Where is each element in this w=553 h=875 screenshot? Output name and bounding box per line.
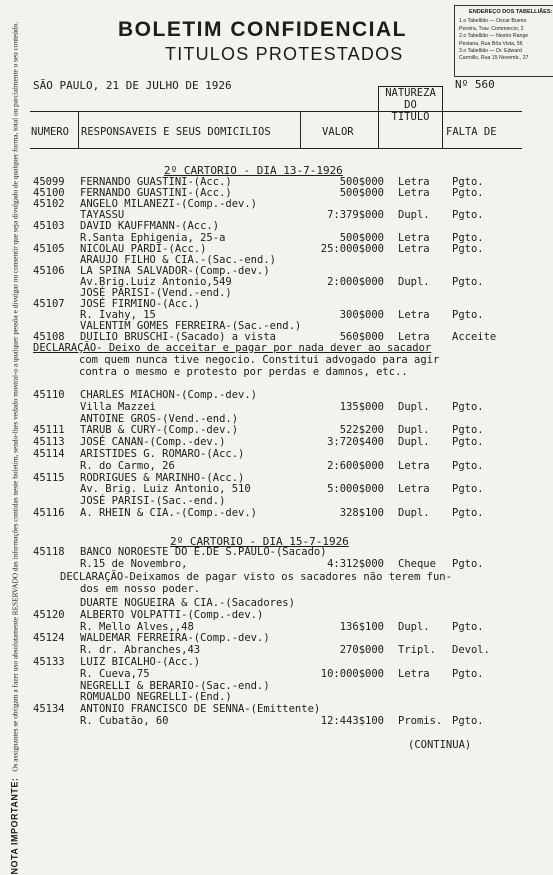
column-valor: VALOR	[322, 126, 354, 138]
row-number: 45118	[33, 546, 65, 558]
row-value: 500$000	[339, 187, 384, 200]
row-name: ANTONIO FRANCISCO DE SENNA-(Emittente)	[80, 703, 321, 716]
row-reason: Pgto.	[452, 275, 484, 288]
table-row	[30, 704, 550, 715]
table-row	[30, 559, 550, 570]
row-value: 10:000$000	[320, 667, 384, 680]
row-reason: Pgto.	[452, 242, 484, 255]
row-reason: Pgto.	[452, 715, 484, 727]
table-row	[30, 610, 550, 621]
column-responsaveis: RESPONSAVEIS E SEUS DOMICILIOS	[81, 126, 271, 138]
table-row	[30, 657, 550, 668]
row-number: 45105	[33, 242, 65, 255]
row-nature: Cheque	[398, 558, 436, 570]
table-row	[30, 622, 550, 633]
row-name: A. RHEIN & CIA.-(Comp.-dev.)	[80, 507, 258, 519]
section-title: 2º CARTORIO - DIA 15-7-1926	[170, 535, 349, 548]
column-divider	[442, 86, 443, 149]
notary-line: 2.o Tabellião — Nestor Range	[459, 33, 529, 40]
table-row	[30, 547, 550, 558]
row-nature: Letra	[398, 231, 430, 244]
table-row	[30, 402, 550, 413]
table-row	[30, 425, 550, 436]
row-name: ALBERTO VOLPATTI-(Comp.-dev.)	[80, 608, 264, 621]
row-name: DUILIO BRUSCHI-(Sacado) a vista	[80, 331, 276, 344]
notary-line: 3.o Tabellião — Dr. Edward	[459, 48, 522, 55]
row-value: 560$000	[339, 331, 384, 344]
row-number: 45120	[33, 608, 65, 621]
side-notice-text: Os assignantes se obrigam a fazer uso absolutamente RESERVADO das informações contidas neste boletim, sendo-lhes vedado mostral-o a qualquer pessôa e divulgar ou consentir que seja divulgado de qualquer forma, total ou parcialmente o seu conteúdo.	[10, 21, 20, 772]
row-number: 45103	[33, 220, 65, 233]
row-number: 45113	[33, 436, 65, 449]
row-name: ANTOINE GROS-(Vend.-end.)	[80, 412, 239, 425]
row-number: 45116	[33, 507, 65, 519]
table-row	[30, 244, 550, 255]
row-name: JOSÉ PARISI-(Sac.-end.)	[80, 495, 226, 508]
header-top-rule	[30, 111, 522, 112]
row-number: 45106	[33, 264, 65, 277]
row-nature: Letra	[398, 242, 430, 255]
notary-line: Pereira, Trav. Commercio, 2	[459, 25, 524, 32]
row-value: 135$000	[339, 400, 384, 413]
row-name: R. Cueva,75	[80, 667, 150, 680]
row-name: R. do Carmo, 26	[80, 459, 175, 472]
row-name: CHARLES MIACHON-(Comp.-dev.)	[80, 389, 258, 401]
notary-line: 1.o Tabellião — Oscar Bueno	[459, 18, 527, 25]
row-reason: Devol.	[452, 644, 490, 657]
row-name: R.Santa Ephigenia, 25-a	[80, 231, 226, 244]
row-nature: Letra	[398, 331, 430, 344]
row-name: JOSÉ PARISI-(Vend.-end.)	[80, 287, 232, 299]
row-name: Villa Mazzei	[80, 400, 156, 413]
row-value: 500$000	[339, 176, 384, 188]
row-number: 45110	[33, 389, 65, 401]
bulletin-title: BOLETIM CONFIDENCIAL	[118, 18, 407, 41]
row-nature: Dupl.	[398, 620, 430, 633]
row-name: ARISTIDES G. ROMARO-(Acc.)	[80, 448, 245, 460]
notary-line: Carmillo, Rua 15 Novemb., 27	[459, 55, 529, 62]
row-name: LA SPINA SALVADOR-(Comp.-dev.)	[80, 264, 270, 277]
row-name: FERNANDO GUASTINI-(Acc.)	[80, 187, 232, 200]
row-value: 2:600$000	[327, 459, 384, 472]
row-value: 25:000$000	[320, 242, 384, 255]
declaration-line-text: DECLARAÇÃO- Deixo de acceitar e pagar por nada dever ao sacador	[33, 342, 432, 354]
row-number: 45102	[33, 198, 65, 211]
row-number: 45108	[33, 331, 65, 344]
bulletin-date: SÃO PAULO, 21 DE JULHO DE 1926	[33, 79, 232, 92]
row-name: JOSÉ FIRMINO-(Acc.)	[80, 298, 201, 311]
row-nature: Dupl.	[398, 424, 430, 437]
row-nature: Tripl.	[398, 644, 436, 657]
row-reason: Pgto.	[452, 620, 484, 633]
row-name: DAVID KAUFFMANN-(Acc.)	[80, 220, 220, 233]
column-divider	[78, 111, 79, 149]
row-reason: Pgto.	[452, 558, 484, 570]
row-name: NEGRELLI & BERARIO-(Sac.-end.)	[80, 679, 270, 692]
row-name: TARUB & CURY-(Comp.-dev.)	[80, 424, 239, 437]
table-row	[30, 496, 550, 507]
row-reason: Pgto.	[452, 209, 484, 222]
row-number: 45114	[33, 448, 65, 460]
table-row	[30, 461, 550, 472]
section-title: 2º CARTORIO - DIA 13-7-1926	[164, 164, 343, 177]
table-row	[30, 716, 550, 727]
notary-heading: ENDEREÇO DOS TABELLIÃES:	[469, 9, 553, 15]
row-value: 136$100	[339, 620, 384, 633]
row-nature: Letra	[398, 483, 430, 496]
row-name: VALENTIM GOMES FERREIRA-(Sac.-end.)	[80, 320, 302, 333]
row-number: 45107	[33, 298, 65, 311]
table-row	[30, 437, 550, 448]
row-reason: Acceite	[452, 331, 497, 344]
row-number: 45124	[33, 632, 65, 645]
row-number: 45100	[33, 187, 65, 200]
column-falta: FALTA DE	[446, 126, 497, 138]
row-nature: Letra	[398, 667, 430, 680]
column-natureza-titulo: TITULO	[391, 111, 430, 123]
row-value: 5:000$000	[327, 483, 384, 496]
row-reason: Pgto.	[452, 176, 484, 188]
row-nature: Dupl.	[398, 436, 430, 449]
column-natureza: NATUREZA	[385, 87, 436, 99]
table-row	[30, 692, 550, 703]
row-value: 3:720$400	[327, 436, 384, 449]
row-number: 45111	[33, 424, 65, 437]
row-name: R. dr. Abranches,43	[80, 644, 201, 657]
table-row	[30, 390, 550, 401]
declaration-line	[33, 343, 431, 354]
row-name: Av.Brig.Luiz Antonio,549	[80, 275, 232, 288]
row-name: R. Mello Alves,,48	[80, 620, 194, 633]
row-name: LUIZ BICALHO-(Acc.)	[80, 656, 201, 668]
row-number: 45099	[33, 176, 65, 188]
table-row	[30, 645, 550, 656]
row-value: 12:443$100	[320, 715, 384, 727]
table-row	[30, 508, 550, 519]
row-name: NICOLAU PARDI-(Acc.)	[80, 242, 207, 255]
row-name: WALDEMAR FERREIRA-(Comp.-dev.)	[80, 632, 270, 645]
row-name: R. Cubatão, 60	[80, 715, 169, 727]
row-name: JOSÉ CANAN-(Comp.-dev.)	[80, 436, 226, 449]
header-bottom-rule	[30, 148, 522, 149]
row-reason: Pgto.	[452, 400, 484, 413]
row-nature: Letra	[398, 187, 430, 200]
table-row	[30, 669, 550, 680]
table-row	[30, 598, 550, 609]
row-reason: Pgto.	[452, 436, 484, 449]
declaration-line: contra o mesmo e protesto por perdas e damnos, etc..	[79, 366, 408, 378]
declaration-line: com quem nunca tive negocio. Constitui advogado para agir	[79, 354, 440, 366]
table-row	[30, 681, 550, 692]
row-value: 300$000	[339, 309, 384, 322]
row-number: 45133	[33, 656, 65, 668]
side-notice	[9, 21, 20, 875]
notary-line: Pestana, Rua Bôa Vista, 56	[459, 40, 523, 47]
table-row	[30, 449, 550, 460]
row-nature: Dupl.	[398, 400, 430, 413]
row-name: Av. Brig. Luiz Antonio, 510	[80, 483, 251, 496]
row-name: ROMUALDO NEGRELLI-(End.)	[80, 691, 232, 704]
side-notice-label: NOTA IMPORTANTE:	[9, 777, 20, 875]
table-row	[30, 473, 550, 484]
row-name: ANGELO MILANEZI-(Comp.-dev.)	[80, 198, 258, 211]
row-nature: Letra	[398, 459, 430, 472]
row-reason: Pgto.	[452, 667, 484, 680]
declaration-line: DECLARAÇÃO-Deixamos de pagar visto os sacadores não terem fun-	[60, 571, 452, 583]
row-value: 270$000	[339, 644, 384, 657]
bulletin-number: Nº 560	[455, 78, 495, 91]
row-name: FERNANDO GUASTINI-(Acc.)	[80, 176, 232, 188]
row-reason: Pgto.	[452, 187, 484, 200]
notary-addresses-box	[454, 5, 553, 77]
table-row	[30, 484, 550, 495]
row-name: RODRIGUES & MARINHO-(Acc.)	[80, 471, 245, 484]
row-reason: Pgto.	[452, 507, 484, 519]
table-row	[30, 414, 550, 425]
row-nature: Dupl.	[398, 507, 430, 519]
row-nature: Letra	[398, 176, 430, 188]
row-name: DUARTE NOGUEIRA & CIA.-(Sacadores)	[80, 597, 295, 609]
row-reason: Pgto.	[452, 309, 484, 322]
column-natureza-do: DO	[404, 99, 417, 111]
row-nature: Dupl.	[398, 275, 430, 288]
row-nature: Dupl.	[398, 209, 430, 222]
row-name: ARAUJO FILHO & CIA.-(Sac.-end.)	[80, 253, 276, 266]
row-name: BANCO NOROESTE DO E.DE S.PAULO-(Sacado)	[80, 546, 327, 558]
row-number: 45134	[33, 703, 65, 716]
row-reason: Pgto.	[452, 424, 484, 437]
row-nature: Promis.	[398, 715, 443, 727]
row-name: R.15 de Novembro,	[80, 558, 188, 570]
column-divider	[300, 111, 301, 149]
declaration-line: dos em nosso poder.	[80, 583, 201, 595]
row-name: TAYASSU	[80, 209, 125, 222]
table-row	[30, 221, 550, 232]
table-row	[30, 633, 550, 644]
row-value: 7:379$000	[327, 209, 384, 222]
row-name: R. Ivahy, 15	[80, 309, 156, 322]
column-numero: NUMERO	[31, 126, 69, 138]
row-value: 4:312$000	[327, 558, 384, 570]
row-number: 45115	[33, 471, 65, 484]
row-value: 500$000	[339, 231, 384, 244]
table-row	[30, 233, 550, 244]
row-value: 522$200	[339, 424, 384, 437]
row-reason: Pgto.	[452, 231, 484, 244]
row-reason: Pgto.	[452, 459, 484, 472]
continua-label: (CONTINUA)	[408, 739, 472, 751]
row-nature: Letra	[398, 309, 430, 322]
row-value: 2:000$000	[327, 275, 384, 288]
bulletin-subtitle: TITULOS PROTESTADOS	[165, 44, 404, 64]
row-reason: Pgto.	[452, 483, 484, 496]
row-value: 328$100	[339, 507, 384, 519]
